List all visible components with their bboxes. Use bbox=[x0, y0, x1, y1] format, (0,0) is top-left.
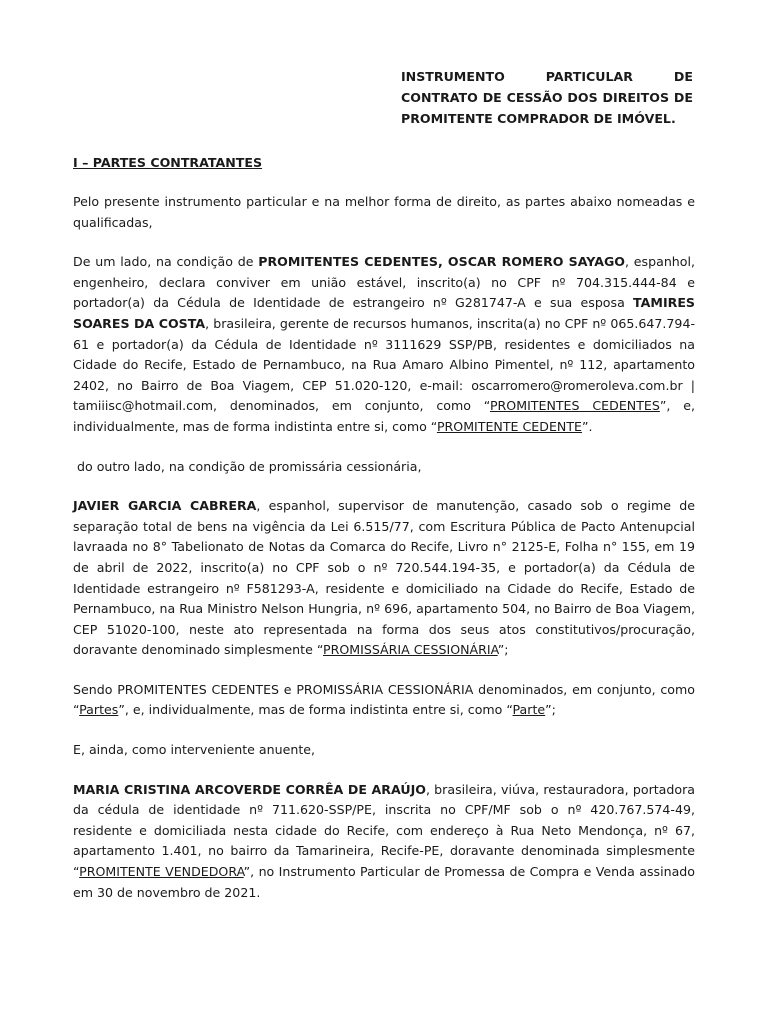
vendedora-paragraph bbox=[73, 780, 695, 904]
partes-text-2: ”, e, individualmente, mas de forma indistinta entre si, como “ bbox=[118, 702, 513, 718]
outro-lado-paragraph: do outro lado, na condição de promissária cessionária, bbox=[77, 458, 422, 474]
partes-text-1: Sendo PROMITENTES CEDENTES e PROMISSÁRIA CESSIONÁRIA denominados, em conjunto, como “ bbox=[73, 681, 695, 718]
cedentes-text-3: , brasileira, gerente de recursos humanos, inscrita(a) no CPF nº 065.647.794-61 e portador(a) da Cédula de Identidade nº 3111629 SSP/PB, residentes e domiciliados na Cidade do Recife, Estado de Pernambuco, na Rua Amaro Albino Pimentel, nº 112, apartamento 2402, no Bairro de Boa Viagem, CEP 51.020-120, e-mail: oscarromero@romeroleva.com.br | tamiiisc@hotmail.com, denominados, em conjunto, como “ bbox=[73, 315, 696, 414]
cessionaria-paragraph bbox=[73, 496, 695, 661]
vendedora-text-2: ”, no Instrumento Particular de Promessa de Compra e Venda assinado em 30 de novembro de 2021. bbox=[73, 864, 695, 900]
cedentes-name-tamires: TAMIRES SOARES DA COSTA bbox=[73, 295, 695, 331]
term-promitente-vendedora: PROMITENTE VENDEDORA bbox=[79, 864, 244, 880]
interveniente-paragraph: E, ainda, como interveniente anuente, bbox=[73, 742, 316, 758]
term-promitentes-cedentes: PROMITENTES CEDENTES bbox=[489, 398, 660, 414]
vendedora-text-1: , brasileira, viúva, restauradora, portadora da cédula de identidade nº 711.620-SSP/PE, inscrita no CPF/MF sob o nº 420.767.574-49, residente e domiciliada nesta cidade do Recife, com endereço à Rua Neto Mendonça, nº 67, apartamento 1.401, no bairro da Tamarineira, Recife-PE, doravante denominada simplesmente “ bbox=[73, 781, 695, 880]
cedentes-text-1: De um lado, na condição de bbox=[73, 254, 259, 270]
cessionaria-text-1: , espanhol, supervisor de manutenção, casado sob o regime de separação total de bens na vigência da Lei 6.515/77, com Escritura Pública de Pacto Antenupcial lavraada no 8° Tabelionato de Notas da Comarca do Recife, Livro n° 2125-E, Folha n° 155, em 19 de abril de 2022, inscrito(a) no CPF sob o nº 720.544.194-35, e portador(a) da Cédula de Identidade estrangeiro nº F581293-A, residente e domiciliado na Cidade do Recife, Estado de Pernambuco, na Rua Ministro Nelson Hungria, nº 696, apartamento 504, no Bairro de Boa Viagem, CEP 51020-100, neste ato representada na forma dos seus atos constitutivos/procuração, doravante denominado simplesmente “ bbox=[73, 498, 695, 658]
cedentes-paragraph bbox=[73, 252, 695, 437]
term-parte: Parte bbox=[512, 702, 546, 718]
term-partes: Partes bbox=[79, 702, 119, 718]
partes-paragraph bbox=[73, 680, 695, 721]
cedentes-text-2: , espanhol, engenheiro, declara conviver em união estável, inscrito(a) no CPF nº 704.315.444-84 e portador(a) da Cédula de Identidade de estrangeiro nº G281747-A e sua esposa bbox=[73, 254, 695, 311]
cessionaria-name-javier: JAVIER GARCIA CABRERA bbox=[73, 498, 257, 514]
section-heading: I – PARTES CONTRATANTES bbox=[73, 155, 263, 170]
cessionaria-text-2: ”; bbox=[497, 642, 509, 658]
cedentes-text-5: ”. bbox=[581, 418, 593, 434]
vendedora-name-maria: MARIA CRISTINA ARCOVERDE CORRÊA DE ARAÚJO bbox=[73, 781, 426, 797]
partes-text-3: ”; bbox=[545, 702, 556, 718]
document-title: INSTRUMENTO PARTICULAR DE CONTRATO DE CESSÃO DOS DIREITOS DE PROMITENTE COMPRADOR DE IMÓVEL. bbox=[401, 69, 693, 126]
cedentes-text-4: ”, e, individualmente, mas de forma indistinta entre si, como “ bbox=[73, 398, 695, 434]
term-promissaria-cessionaria: PROMISSÁRIA CESSIONÁRIA bbox=[323, 642, 498, 658]
term-promitente-cedente: PROMITENTE CEDENTE bbox=[436, 418, 582, 434]
cedentes-name-oscar: PROMITENTES CEDENTES, OSCAR ROMERO SAYAGO bbox=[258, 254, 625, 270]
intro-paragraph: Pelo presente instrumento particular e na melhor forma de direito, as partes abaixo nomeadas e qualificadas, bbox=[73, 194, 695, 230]
